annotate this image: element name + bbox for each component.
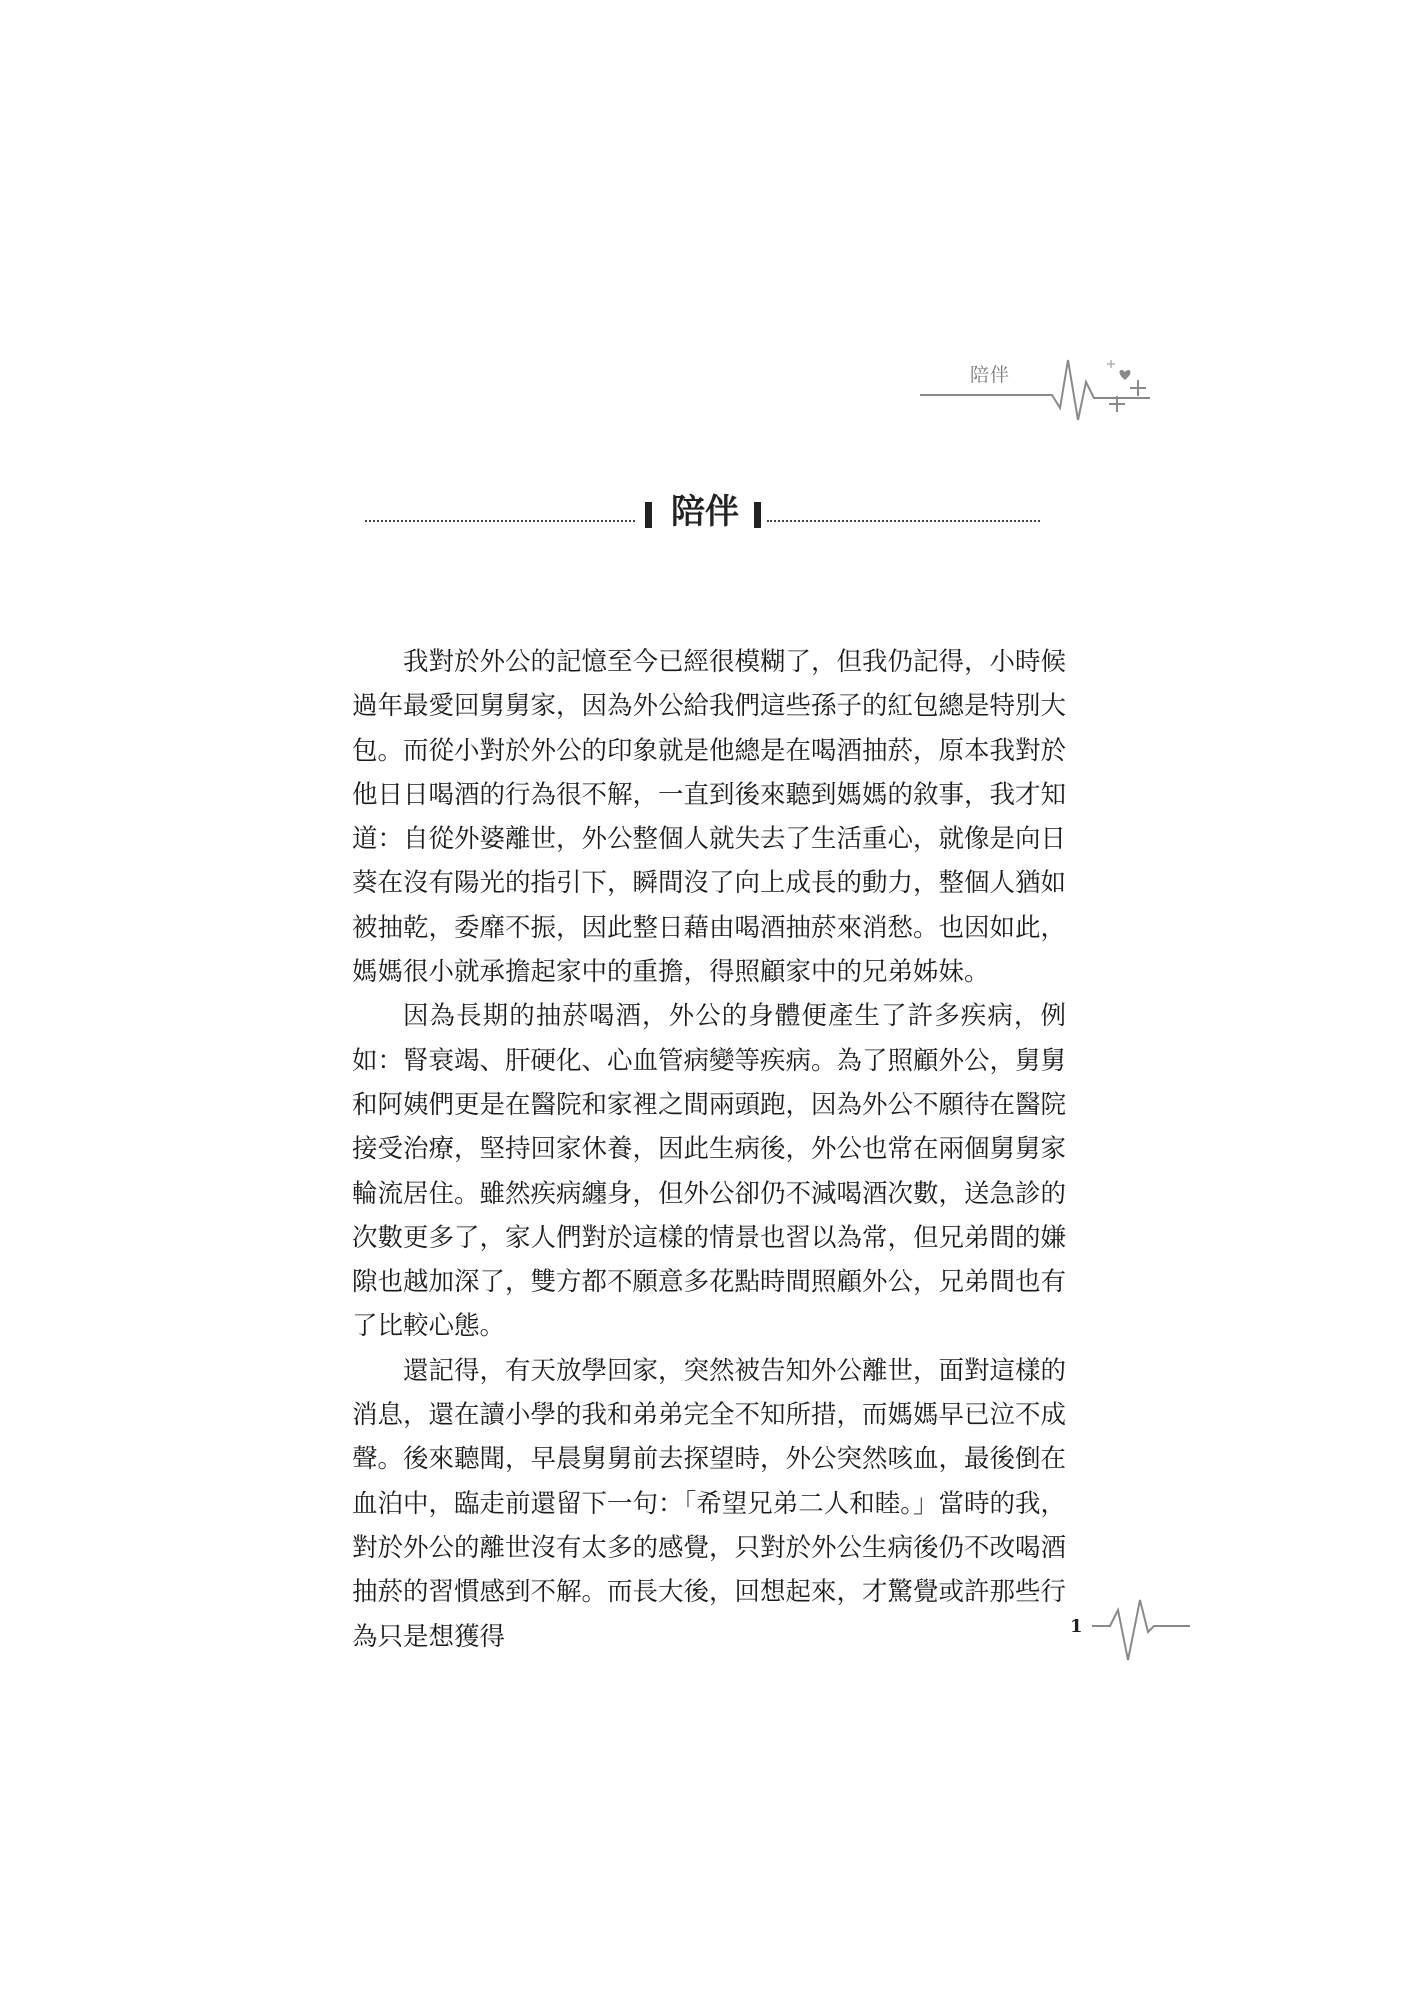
heartbeat-line-icon [1070, 1590, 1210, 1670]
running-header-title: 陪伴 [970, 364, 1011, 386]
page-footer [1070, 1590, 1210, 1670]
dotted-rule-left [365, 520, 635, 522]
paragraph: 還記得，有天放學回家，突然被告知外公離世，面對這樣的消息，還在讀小學的我和弟弟完全不知所措，而媽媽早已泣不成聲。後來聽聞，早晨舅舅前去探望時，外公突然咳血，最後倒在血泊中，臨走前還留下一句：「希望兄弟二人和睦。」當時的我，對於外公的離世沒有太多的感覺，只對於外公生病後仍不改喝酒抽菸的習慣感到不解。而長大後，回想起來，才驚覺或許那些行為只是想獲得 [352, 1355, 1067, 1652]
page-number: 1 [1070, 1616, 1083, 1637]
paragraph: 因為長期的抽菸喝酒，外公的身體便產生了許多疾病，例如：腎衰竭、肝硬化、心血管病變等疾病。為了照顧外公，舅舅和阿姨們更是在醫院和家裡之間兩頭跑，因為外公不願待在醫院接受治療，堅持回家休養，因此生病後，外公也常在兩個舅舅家輪流居住。雖然疾病纏身，但外公卻仍不減喝酒次數，送急診的次數更多了，家人們對於這樣的情景也習以為常，但兄弟間的嫌隙也越加深了，雙方都不願意多花點時間照顧外公，兄弟間也有了比較心態。 [352, 1001, 1067, 1342]
chapter-heading [365, 490, 1040, 540]
paragraph: 我對於外公的記憶至今已經很模糊了，但我仍記得，小時候過年最愛回舅舅家，因為外公給我們這些孫子的紅包總是特別大包。而從小對於外公的印象就是他總是在喝酒抽菸，原本我對於他日日喝酒的行為很不解，一直到後來聽到媽媽的敘事，我才知道：自從外婆離世，外公整個人就失去了生活重心，就像是向日葵在沒有陽光的指引下，瞬間沒了向上成長的動力，整個人猶如被抽乾，委靡不振，因此整日藉由喝酒抽菸來消愁。也因如此，媽媽很小就承擔起家中的重擔，得照顧家中的兄弟姊妹。 [352, 647, 1067, 988]
body-text [352, 640, 1066, 1659]
title-bar-right [754, 502, 761, 528]
dotted-rule-right [767, 520, 1040, 522]
heartbeat-cross-icon [900, 352, 1160, 432]
chapter-title: 陪伴 [671, 492, 739, 532]
title-bar-left [645, 502, 652, 528]
running-header [900, 352, 1160, 432]
